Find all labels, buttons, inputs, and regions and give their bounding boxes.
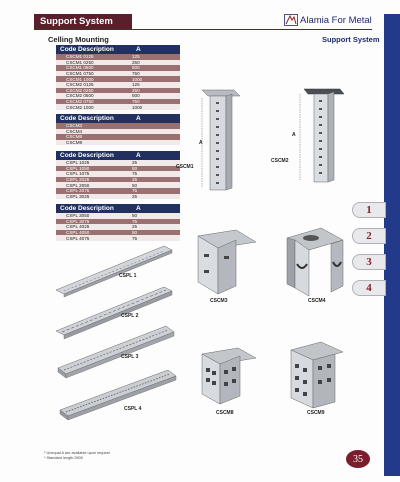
section-tab-1[interactable]: 1 xyxy=(352,202,386,218)
cspl2-label: CSPL 2 xyxy=(121,313,139,319)
table-row: CSPL 1050 50 xyxy=(56,166,180,172)
cscm3-illustration xyxy=(194,228,260,298)
table-row: CSCM1 0125 125 xyxy=(56,54,180,60)
cscm1-label: CSCM1 xyxy=(176,164,194,170)
table-row: CSPL 1075 75 xyxy=(56,171,180,177)
cscm4-label: CSCM4 xyxy=(308,298,326,304)
table-row: CSPL 3050 50 xyxy=(56,213,180,219)
header-rule xyxy=(34,29,372,30)
table-row: CSPL 4075 75 xyxy=(56,235,180,241)
table-row: CSPL 3025 25 xyxy=(56,194,180,200)
table-row: CSPL 2025 25 xyxy=(56,177,180,183)
section-title: Support System xyxy=(322,35,380,44)
dim-label: A xyxy=(292,132,296,138)
table-header: Code Description A xyxy=(56,114,180,123)
cscm9-illustration xyxy=(285,340,347,412)
cspl4-label: CSPL 4 xyxy=(124,406,142,412)
table-row: CSPL 3075 75 xyxy=(56,219,180,225)
table-row: CSCM4 xyxy=(56,129,180,135)
table-row: CSCM1 0250 250 xyxy=(56,60,180,66)
table-row: CSCM8 xyxy=(56,134,180,140)
table-row: CSCM1 0500 500 xyxy=(56,65,180,71)
table-row: CSCM9 xyxy=(56,140,180,146)
spec-table-brackets xyxy=(56,114,180,145)
table-row: CSCM3 xyxy=(56,123,180,129)
cspl1-label: CSPL 1 xyxy=(119,273,137,279)
cspl3-label: CSPL 3 xyxy=(121,354,139,360)
cscm3-label: CSCM3 xyxy=(210,298,228,304)
cscm8-label: CSCM8 xyxy=(216,410,234,416)
right-sidebar xyxy=(384,14,400,476)
spec-table-cspl-1 xyxy=(56,151,180,199)
table-row: CSPL 2050 50 xyxy=(56,182,180,188)
table-row: CSPL 4050 50 xyxy=(56,230,180,236)
brand-name: Alamia For Metal xyxy=(300,15,372,26)
section-tab-4[interactable]: 4 xyxy=(352,280,386,296)
table-header: Code Description A xyxy=(56,151,180,160)
cscm8-illustration xyxy=(196,346,260,408)
brand-logo-icon xyxy=(284,14,298,26)
table-row: CSCM2 0500 500 xyxy=(56,93,180,99)
dim-label: A xyxy=(199,140,203,146)
cscm2-label: CSCM2 xyxy=(271,158,289,164)
table-row: CSCM2 0250 250 xyxy=(56,88,180,94)
table-row: CSPL 4025 25 xyxy=(56,224,180,230)
table-row: CSCM1 0750 750 xyxy=(56,71,180,77)
spec-table-cscm1-cscm2 xyxy=(56,45,180,110)
section-tab-3[interactable]: 3 xyxy=(352,254,386,270)
footnote: * Standard length 2500 xyxy=(44,456,83,460)
header-title: Support System xyxy=(34,14,132,29)
cscm2-illustration xyxy=(296,86,346,186)
spec-table-cspl-2 xyxy=(56,204,180,241)
cscm4-illustration xyxy=(283,226,347,298)
section-tab-2[interactable]: 2 xyxy=(352,228,386,244)
table-header: Code Description A xyxy=(56,204,180,213)
cspl4-illustration xyxy=(56,368,180,422)
table-row: CSCM2 0750 750 xyxy=(56,99,180,105)
cscm9-label: CSCM9 xyxy=(307,410,325,416)
table-row: CSPL 1025 25 xyxy=(56,160,180,166)
footnote: * Unequal A are available upon request xyxy=(44,451,110,455)
table-row: CSCM1 1000 1000 xyxy=(56,76,180,82)
page-number: 35 xyxy=(346,450,370,468)
table-row: CSPL 2075 75 xyxy=(56,188,180,194)
table-header: Code Description A xyxy=(56,45,180,54)
table-row: CSCM2 0125 125 xyxy=(56,82,180,88)
table-row: CSCM2 1000 1000 xyxy=(56,104,180,110)
page-subtitle: Celling Mounting xyxy=(48,35,109,44)
